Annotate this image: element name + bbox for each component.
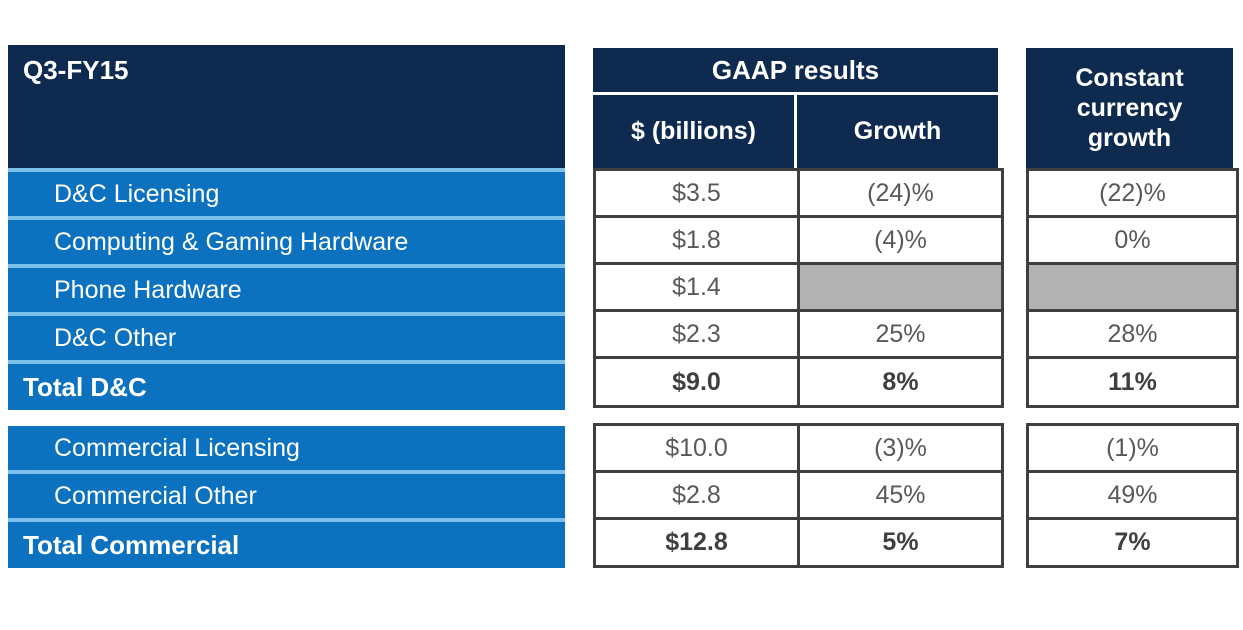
gaap-values-table-dnc — [593, 168, 1004, 408]
total-value-cell: 7% — [1029, 520, 1236, 565]
total-value-cell: $12.8 — [596, 520, 797, 565]
gaap-subheader-row — [593, 95, 998, 168]
row-label-total-dnc: Total D&C — [8, 364, 565, 410]
row-label-commercial-licensing: Commercial Licensing — [8, 426, 565, 470]
gaap-values-table-commercial — [593, 423, 1004, 568]
value-cell: (1)% — [1029, 426, 1236, 470]
value-cell: 45% — [800, 473, 1001, 517]
quarter-title: Q3-FY15 — [8, 45, 565, 168]
gaap-results-title: GAAP results — [593, 48, 998, 92]
value-cell: (24)% — [800, 171, 1001, 215]
column-header-dollars: $ (billions) — [593, 95, 794, 168]
total-value-cell: 5% — [800, 520, 1001, 565]
total-value-cell: $9.0 — [596, 359, 797, 405]
constant-currency-header: Constant currency growth — [1026, 48, 1233, 168]
value-cell: $10.0 — [596, 426, 797, 470]
value-cell: $1.8 — [596, 218, 797, 262]
value-cell: (22)% — [1029, 171, 1236, 215]
total-value-cell: 11% — [1029, 359, 1236, 405]
value-cell: 49% — [1029, 473, 1236, 517]
gaap-results-header — [593, 48, 998, 168]
value-cell: 0% — [1029, 218, 1236, 262]
row-label-computing-gaming: Computing & Gaming Hardware — [8, 220, 565, 264]
total-value-cell: 8% — [800, 359, 1001, 405]
value-cell: $2.8 — [596, 473, 797, 517]
cc-values-table-commercial — [1026, 423, 1239, 568]
value-cell: 25% — [800, 312, 1001, 356]
value-cell: $3.5 — [596, 171, 797, 215]
na-cell — [800, 265, 1001, 309]
value-cell: (4)% — [800, 218, 1001, 262]
row-label-total-commercial: Total Commercial — [8, 522, 565, 568]
value-cell: 28% — [1029, 312, 1236, 356]
row-label-dnc-other: D&C Other — [8, 316, 565, 360]
row-label-phone-hardware: Phone Hardware — [8, 268, 565, 312]
row-label-dnc-licensing: D&C Licensing — [8, 172, 565, 216]
commercial-segment-panel — [8, 426, 565, 568]
dnc-segment-panel — [8, 45, 565, 410]
cc-values-table-dnc — [1026, 168, 1239, 408]
value-cell: $2.3 — [596, 312, 797, 356]
value-cell: $1.4 — [596, 265, 797, 309]
na-cell — [1029, 265, 1236, 309]
row-label-commercial-other: Commercial Other — [8, 474, 565, 518]
value-cell: (3)% — [800, 426, 1001, 470]
column-header-growth: Growth — [797, 95, 998, 168]
